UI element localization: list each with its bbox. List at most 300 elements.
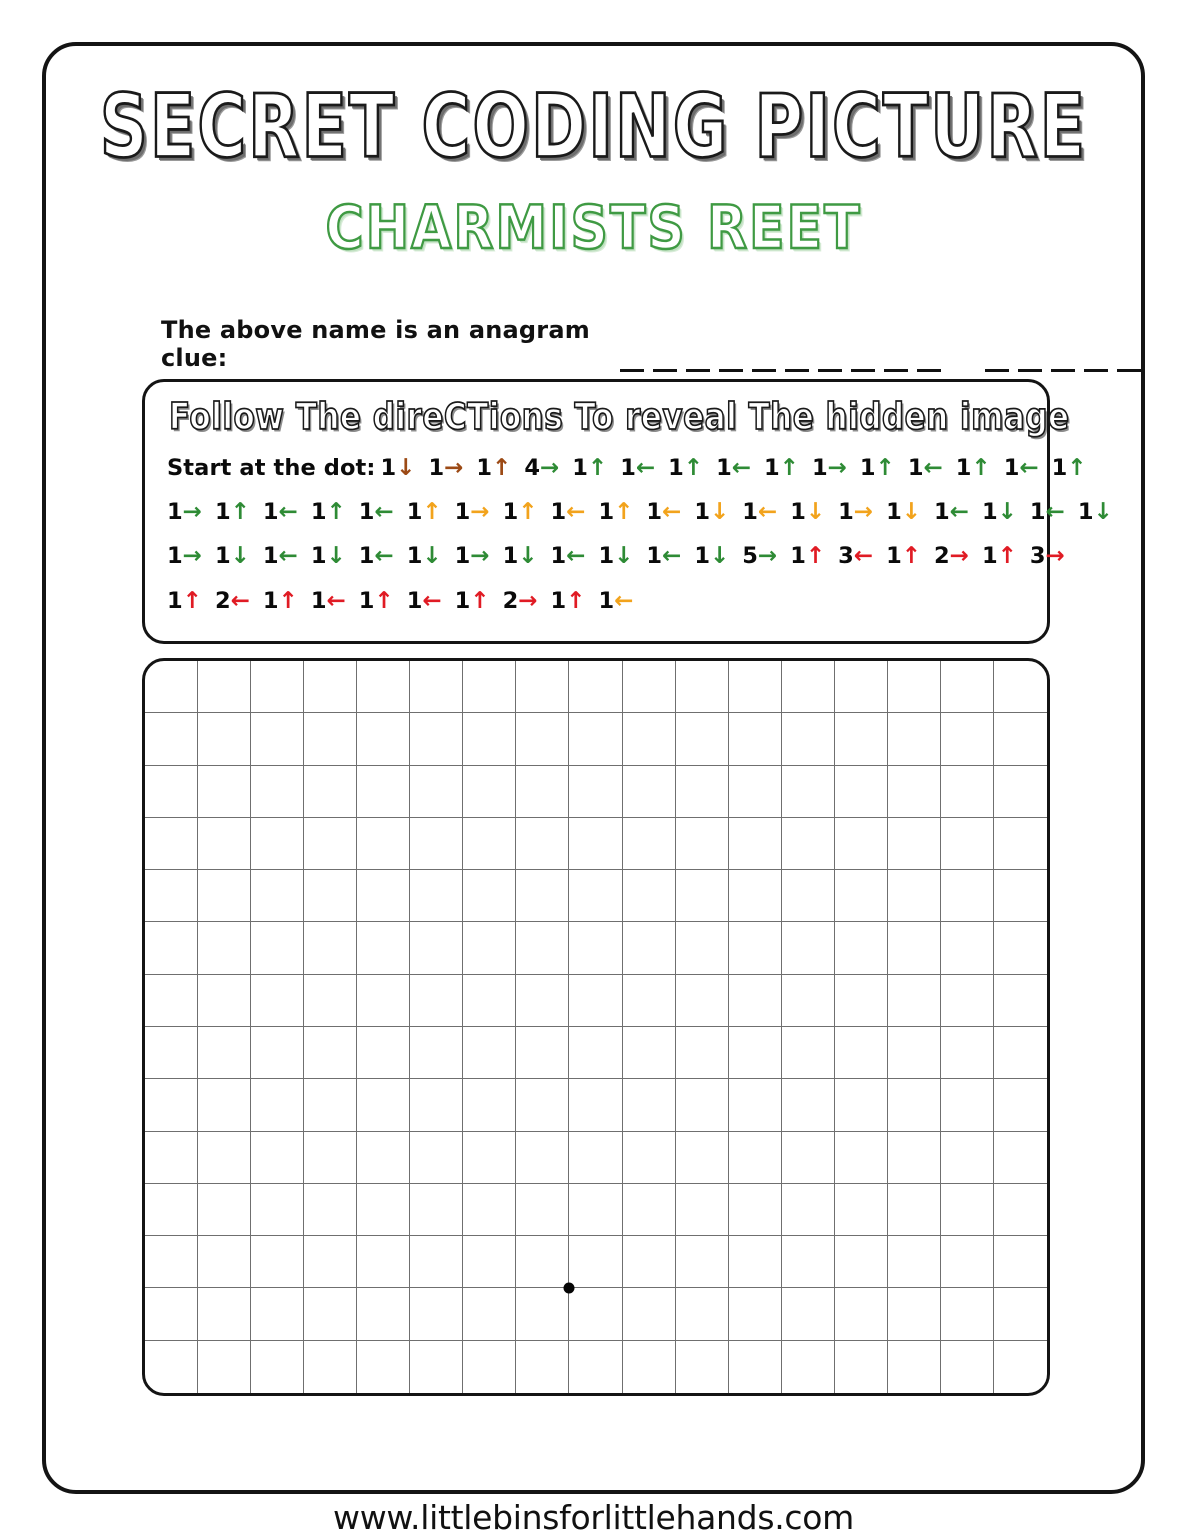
grid-cell[interactable] (729, 870, 782, 922)
answer-blank-a-0[interactable] (620, 369, 644, 372)
grid-cell[interactable] (145, 870, 198, 922)
grid-cell[interactable] (357, 1132, 410, 1184)
grid-cell[interactable] (463, 922, 516, 974)
grid-cell[interactable] (729, 766, 782, 818)
grid-cell[interactable] (463, 870, 516, 922)
anagram-answer-blanks-group-2[interactable] (985, 369, 1141, 372)
step-count: 1 (1003, 455, 1020, 481)
grid-cell[interactable] (941, 1079, 994, 1131)
grid-cell[interactable] (516, 661, 569, 713)
grid-cell[interactable] (516, 1236, 569, 1288)
grid-cell[interactable] (569, 1288, 622, 1340)
arrow-left-icon: ← (635, 455, 656, 481)
grid-cell[interactable] (463, 1184, 516, 1236)
grid-cell[interactable] (569, 1236, 622, 1288)
grid-cell[interactable] (676, 1341, 729, 1393)
answer-blank-a-7[interactable] (851, 369, 875, 372)
direction-step (407, 499, 442, 525)
grid-cell[interactable] (623, 818, 676, 870)
grid-cell[interactable] (410, 1184, 463, 1236)
grid-cell[interactable] (357, 1341, 410, 1393)
grid-cell[interactable] (729, 1132, 782, 1184)
grid-cell[interactable] (941, 661, 994, 713)
grid-cell[interactable] (676, 713, 729, 765)
direction-step (551, 588, 586, 614)
grid-cell[interactable] (516, 766, 569, 818)
grid-cell[interactable] (835, 1236, 888, 1288)
grid-cell[interactable] (941, 818, 994, 870)
grid-cell[interactable] (623, 713, 676, 765)
grid-cell[interactable] (888, 766, 941, 818)
answer-blank-a-2[interactable] (686, 369, 710, 372)
grid-cell[interactable] (304, 922, 357, 974)
step-count: 1 (214, 543, 231, 570)
grid-cell[interactable] (251, 975, 304, 1027)
grid-cell[interactable] (410, 922, 463, 974)
direction-step (886, 499, 921, 525)
step-count: 1 (859, 455, 876, 481)
grid-cell[interactable] (251, 922, 304, 974)
grid-cell[interactable] (835, 1184, 888, 1236)
anagram-answer-blanks-group-1[interactable] (620, 369, 941, 372)
grid-cell[interactable] (145, 661, 198, 713)
grid-cell[interactable] (304, 1027, 357, 1079)
grid-cell[interactable] (198, 975, 251, 1027)
grid-cell[interactable] (994, 1132, 1047, 1184)
grid-cell[interactable] (304, 870, 357, 922)
grid-cell[interactable] (516, 713, 569, 765)
grid-cell[interactable] (410, 766, 463, 818)
grid-cell[interactable] (623, 1236, 676, 1288)
grid-cell[interactable] (304, 1184, 357, 1236)
grid-cell[interactable] (835, 818, 888, 870)
grid-cell[interactable] (782, 1341, 835, 1393)
grid-cell[interactable] (835, 870, 888, 922)
grid-cell[interactable] (304, 661, 357, 713)
grid-cell[interactable] (569, 766, 622, 818)
answer-blank-b-2[interactable] (1051, 369, 1075, 372)
direction-step (311, 543, 346, 569)
grid-cell[interactable] (782, 1236, 835, 1288)
grid-cell[interactable] (623, 1027, 676, 1079)
grid-cell[interactable] (835, 1288, 888, 1340)
grid-cell[interactable] (410, 870, 463, 922)
grid-cell[interactable] (835, 1341, 888, 1393)
grid-cell[interactable] (782, 713, 835, 765)
answer-blank-a-5[interactable] (785, 369, 809, 372)
direction-step (598, 499, 633, 525)
answer-blank-a-1[interactable] (653, 369, 677, 372)
grid-cell[interactable] (516, 922, 569, 974)
step-count: 1 (1051, 455, 1068, 481)
grid-cell[interactable] (145, 766, 198, 818)
grid-cell[interactable] (198, 1288, 251, 1340)
grid-cell[interactable] (410, 1079, 463, 1131)
grid-cell[interactable] (145, 713, 198, 765)
grid-cell[interactable] (994, 766, 1047, 818)
grid-cell[interactable] (994, 1184, 1047, 1236)
grid-cell[interactable] (569, 713, 622, 765)
grid-cell[interactable] (729, 1236, 782, 1288)
grid-cell[interactable] (145, 1132, 198, 1184)
grid-cell[interactable] (145, 1027, 198, 1079)
grid-cell[interactable] (516, 1184, 569, 1236)
grid-cell[interactable] (198, 1236, 251, 1288)
grid-cell[interactable] (357, 922, 410, 974)
grid-cell[interactable] (357, 975, 410, 1027)
grid-cell[interactable] (994, 922, 1047, 974)
grid-cell[interactable] (623, 1288, 676, 1340)
grid-cell[interactable] (676, 1236, 729, 1288)
direction-step (311, 499, 346, 525)
grid-cell[interactable] (888, 1027, 941, 1079)
grid-cell[interactable] (888, 1341, 941, 1393)
arrow-down-icon: ↓ (614, 543, 634, 570)
grid-cell[interactable] (941, 1027, 994, 1079)
grid-cell[interactable] (676, 870, 729, 922)
answer-blank-b-0[interactable] (985, 369, 1009, 372)
grid-cell[interactable] (569, 661, 622, 713)
grid-cell[interactable] (835, 922, 888, 974)
grid-cell[interactable] (251, 1184, 304, 1236)
grid-cell[interactable] (251, 766, 304, 818)
grid-cell[interactable] (304, 975, 357, 1027)
grid-cell[interactable] (782, 1079, 835, 1131)
step-count: 1 (764, 455, 780, 481)
grid-cell[interactable] (888, 1184, 941, 1236)
grid-cell[interactable] (410, 975, 463, 1027)
grid-cell[interactable] (941, 1184, 994, 1236)
grid-cell[interactable] (569, 1184, 622, 1236)
arrow-down-icon: ↓ (1093, 499, 1113, 526)
grid-cell[interactable] (941, 922, 994, 974)
grid-cell[interactable] (835, 1079, 888, 1131)
grid-cell[interactable] (835, 661, 888, 713)
grid-cell[interactable] (251, 1341, 304, 1393)
grid-cell[interactable] (410, 1236, 463, 1288)
grid-cell[interactable] (888, 922, 941, 974)
grid-cell[interactable] (357, 1236, 410, 1288)
grid-cell[interactable] (516, 1341, 569, 1393)
answer-blank-b-3[interactable] (1084, 369, 1108, 372)
arrow-up-icon: ↑ (566, 587, 586, 614)
grid-cell[interactable] (994, 1027, 1047, 1079)
grid-cell[interactable] (198, 766, 251, 818)
grid-cell[interactable] (782, 818, 835, 870)
grid-cell[interactable] (569, 1341, 622, 1393)
grid-cell[interactable] (888, 870, 941, 922)
grid-cell[interactable] (251, 1079, 304, 1131)
direction-step (838, 543, 873, 569)
grid-cell[interactable] (198, 922, 251, 974)
answer-blank-b-1[interactable] (1018, 369, 1042, 372)
grid-cell[interactable] (941, 975, 994, 1027)
grid-cell[interactable] (198, 661, 251, 713)
grid-cell[interactable] (410, 1288, 463, 1340)
grid-cell[interactable] (251, 818, 304, 870)
grid-cell[interactable] (198, 870, 251, 922)
grid-cell[interactable] (357, 818, 410, 870)
directions-line-4 (167, 579, 1029, 623)
grid-cell[interactable] (357, 713, 410, 765)
grid-cell[interactable] (516, 1079, 569, 1131)
grid-cell[interactable] (729, 1079, 782, 1131)
grid-cell[interactable] (782, 922, 835, 974)
step-count: 1 (454, 499, 471, 526)
grid-cell[interactable] (463, 1288, 516, 1340)
grid-cell[interactable] (304, 1288, 357, 1340)
direction-step (598, 543, 633, 569)
grid-cell[interactable] (888, 1132, 941, 1184)
grid-cell[interactable] (463, 1079, 516, 1131)
grid-cell[interactable] (888, 661, 941, 713)
grid-cell[interactable] (994, 1341, 1047, 1393)
direction-step (620, 455, 655, 481)
grid-cell[interactable] (569, 975, 622, 1027)
answer-blank-a-4[interactable] (752, 369, 776, 372)
arrow-down-icon: ↓ (422, 543, 442, 570)
grid-cell[interactable] (251, 1236, 304, 1288)
grid-cell[interactable] (410, 661, 463, 713)
grid-cell[interactable] (676, 1027, 729, 1079)
grid-cell[interactable] (729, 661, 782, 713)
grid-cell[interactable] (463, 766, 516, 818)
grid-cell[interactable] (145, 1079, 198, 1131)
grid-cell[interactable] (835, 1027, 888, 1079)
grid-cell[interactable] (198, 713, 251, 765)
grid-cell[interactable] (569, 1132, 622, 1184)
grid-cell[interactable] (676, 1132, 729, 1184)
grid-cell[interactable] (888, 713, 941, 765)
grid-cell[interactable] (676, 766, 729, 818)
direction-step (982, 543, 1017, 569)
arrow-left-icon: ← (374, 499, 394, 526)
grid-cell[interactable] (198, 1079, 251, 1131)
grid-cell[interactable] (676, 1288, 729, 1340)
grid-cell[interactable] (994, 870, 1047, 922)
grid-cell[interactable] (782, 975, 835, 1027)
grid-cell[interactable] (463, 1236, 516, 1288)
grid-cell[interactable] (729, 1341, 782, 1393)
grid-cell[interactable] (357, 870, 410, 922)
grid-cell[interactable] (145, 1184, 198, 1236)
grid-cell[interactable] (994, 713, 1047, 765)
grid-cell[interactable] (463, 975, 516, 1027)
grid-cell[interactable] (623, 975, 676, 1027)
grid-cell[interactable] (569, 1079, 622, 1131)
grid-cell[interactable] (941, 870, 994, 922)
start-dot (564, 1283, 575, 1294)
grid-cell[interactable] (145, 1236, 198, 1288)
grid-cell[interactable] (941, 1288, 994, 1340)
grid-cell[interactable] (676, 1079, 729, 1131)
grid-cell[interactable] (357, 661, 410, 713)
grid-cell[interactable] (994, 1079, 1047, 1131)
grid-cell[interactable] (676, 922, 729, 974)
grid-cell[interactable] (357, 1288, 410, 1340)
grid-cell[interactable] (994, 818, 1047, 870)
grid-cell[interactable] (251, 1132, 304, 1184)
grid-cell[interactable] (835, 766, 888, 818)
grid-cell[interactable] (251, 1027, 304, 1079)
directions-line-1 (167, 446, 1087, 490)
grid-cell[interactable] (357, 766, 410, 818)
grid-cells[interactable] (145, 661, 1047, 1393)
grid-cell[interactable] (198, 1027, 251, 1079)
direction-step (455, 499, 490, 525)
answer-blank-a-6[interactable] (818, 369, 842, 372)
direction-step (790, 543, 825, 569)
grid-cell[interactable] (729, 713, 782, 765)
grid-cell[interactable] (463, 818, 516, 870)
grid-cell[interactable] (198, 1184, 251, 1236)
grid-cell[interactable] (145, 975, 198, 1027)
grid-cell[interactable] (304, 713, 357, 765)
grid-cell[interactable] (676, 661, 729, 713)
grid-cell[interactable] (357, 1184, 410, 1236)
grid-cell[interactable] (676, 1184, 729, 1236)
grid-cell[interactable] (251, 713, 304, 765)
grid-cell[interactable] (623, 1184, 676, 1236)
directions-line-3 (167, 534, 1065, 578)
grid-cell[interactable] (304, 1341, 357, 1393)
grid-cell[interactable] (888, 818, 941, 870)
grid-cell[interactable] (782, 870, 835, 922)
grid-cell[interactable] (782, 766, 835, 818)
grid-cell[interactable] (251, 870, 304, 922)
grid-cell[interactable] (941, 1341, 994, 1393)
grid-cell[interactable] (463, 661, 516, 713)
arrow-right-icon: → (853, 499, 874, 526)
grid-cell[interactable] (145, 1341, 198, 1393)
direction-step (1030, 543, 1065, 569)
grid-cell[interactable] (516, 1132, 569, 1184)
grid-cell[interactable] (729, 975, 782, 1027)
grid-cell[interactable] (410, 818, 463, 870)
grid-cell[interactable] (357, 1079, 410, 1131)
step-count: 1 (790, 499, 806, 526)
grid-cell[interactable] (729, 818, 782, 870)
step-count: 1 (716, 455, 732, 481)
grid-cell[interactable] (782, 1288, 835, 1340)
grid-cell[interactable] (623, 766, 676, 818)
grid-cell[interactable] (198, 818, 251, 870)
grid-cell[interactable] (623, 661, 676, 713)
grid-cell[interactable] (835, 713, 888, 765)
grid-cell[interactable] (729, 1288, 782, 1340)
direction-step (263, 543, 298, 569)
answer-blank-a-3[interactable] (719, 369, 743, 372)
grid-cell[interactable] (676, 975, 729, 1027)
grid-cell[interactable] (145, 1288, 198, 1340)
grid-cell[interactable] (729, 1027, 782, 1079)
grid-cell[interactable] (623, 1132, 676, 1184)
grid-cell[interactable] (569, 922, 622, 974)
grid-cell[interactable] (676, 818, 729, 870)
grid-cell[interactable] (516, 870, 569, 922)
footer-website-url: www.littlebinsforlittlehands.com (333, 1498, 854, 1537)
answer-blank-a-8[interactable] (884, 369, 908, 372)
drawing-grid[interactable] (142, 658, 1050, 1396)
grid-cell[interactable] (516, 975, 569, 1027)
answer-blank-a-9[interactable] (917, 369, 941, 372)
direction-step (551, 543, 586, 569)
grid-cell[interactable] (888, 1079, 941, 1131)
grid-cell[interactable] (463, 1027, 516, 1079)
answer-blank-b-4[interactable] (1117, 369, 1141, 372)
grid-cell[interactable] (623, 1079, 676, 1131)
grid-cell[interactable] (410, 1027, 463, 1079)
grid-cell[interactable] (198, 1132, 251, 1184)
grid-cell[interactable] (304, 818, 357, 870)
grid-cell[interactable] (304, 1079, 357, 1131)
direction-step (215, 499, 250, 525)
grid-cell[interactable] (888, 975, 941, 1027)
grid-cell[interactable] (941, 766, 994, 818)
grid-cell[interactable] (888, 1288, 941, 1340)
grid-cell[interactable] (516, 1288, 569, 1340)
grid-cell[interactable] (463, 1341, 516, 1393)
grid-cell[interactable] (569, 1027, 622, 1079)
grid-cell[interactable] (410, 1132, 463, 1184)
directions-heading: Follow The direCTions To reveal The hidden image (169, 396, 1070, 439)
grid-cell[interactable] (623, 1341, 676, 1393)
grid-cell[interactable] (410, 1341, 463, 1393)
grid-cell[interactable] (251, 1288, 304, 1340)
grid-cell[interactable] (304, 1236, 357, 1288)
step-count: 1 (572, 455, 588, 481)
grid-cell[interactable] (782, 1184, 835, 1236)
grid-cell[interactable] (941, 1236, 994, 1288)
grid-cell[interactable] (516, 818, 569, 870)
grid-cell[interactable] (569, 818, 622, 870)
grid-cell[interactable] (888, 1236, 941, 1288)
grid-cell[interactable] (729, 1184, 782, 1236)
grid-cell[interactable] (304, 1132, 357, 1184)
grid-cell[interactable] (516, 1027, 569, 1079)
grid-cell[interactable] (623, 870, 676, 922)
grid-cell[interactable] (410, 713, 463, 765)
grid-cell[interactable] (941, 1132, 994, 1184)
grid-cell[interactable] (623, 922, 676, 974)
grid-cell[interactable] (463, 713, 516, 765)
grid-cell[interactable] (145, 922, 198, 974)
grid-cell[interactable] (994, 1236, 1047, 1288)
grid-cell[interactable] (782, 1027, 835, 1079)
grid-cell[interactable] (304, 766, 357, 818)
grid-cell[interactable] (782, 1132, 835, 1184)
grid-cell[interactable] (994, 661, 1047, 713)
grid-cell[interactable] (835, 1132, 888, 1184)
grid-cell[interactable] (357, 1027, 410, 1079)
direction-step (524, 455, 559, 481)
direction-step (311, 588, 346, 614)
grid-cell[interactable] (835, 975, 888, 1027)
step-count: 1 (167, 543, 183, 570)
grid-cell[interactable] (994, 975, 1047, 1027)
grid-cell[interactable] (994, 1288, 1047, 1340)
grid-cell[interactable] (198, 1341, 251, 1393)
grid-cell[interactable] (729, 922, 782, 974)
grid-cell[interactable] (145, 818, 198, 870)
grid-cell[interactable] (463, 1132, 516, 1184)
grid-cell[interactable] (941, 713, 994, 765)
arrow-right-icon: → (949, 543, 969, 570)
grid-cell[interactable] (251, 661, 304, 713)
grid-cell[interactable] (569, 870, 622, 922)
step-count: 1 (646, 543, 663, 570)
grid-cell[interactable] (782, 661, 835, 713)
